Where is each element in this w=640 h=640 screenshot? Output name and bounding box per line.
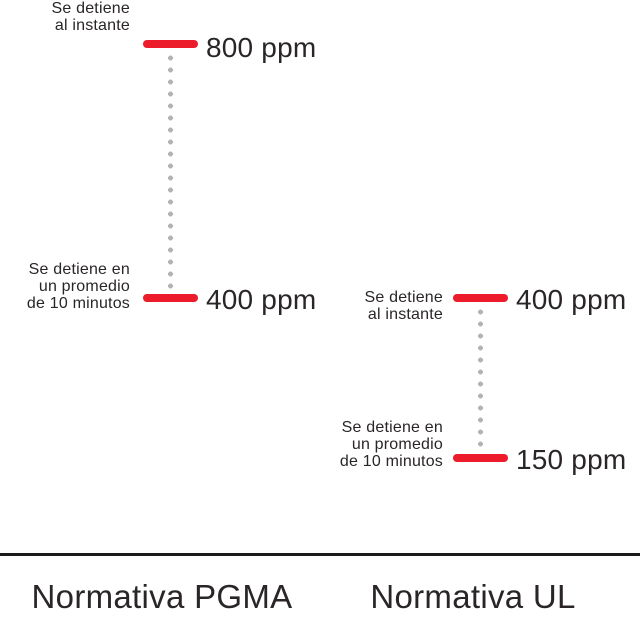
- marker-label-line: Se detiene en: [28, 261, 130, 278]
- dotted-connector-ul: [478, 306, 483, 452]
- threshold-bar-pgma-400: [143, 294, 198, 302]
- marker-label-line: de 10 minutos: [26, 295, 130, 312]
- value-label-pgma-800: 800 ppm: [206, 32, 317, 63]
- marker-label-line: al instante: [54, 17, 130, 34]
- marker-label-line: Se detiene: [364, 289, 443, 306]
- value-label-pgma-400: 400 ppm: [206, 284, 317, 315]
- threshold-bar-pgma-800: [143, 40, 198, 48]
- marker-label-line: de 10 minutos: [339, 453, 443, 470]
- marker-label-line: un promedio: [38, 278, 130, 295]
- marker-label-pgma-instant: [0, 0, 130, 34]
- marker-label-line: un promedio: [351, 436, 443, 453]
- category-label-normativa-pgma: Normativa PGMA: [31, 578, 293, 615]
- axis-divider-line: [0, 553, 640, 556]
- dotted-connector-pgma: [168, 52, 173, 292]
- category-label-normativa-ul: Normativa UL: [370, 578, 576, 615]
- marker-label-line: al instante: [367, 306, 443, 323]
- value-label-ul-150: 150 ppm: [516, 444, 627, 475]
- marker-label-ul-average: [303, 419, 443, 470]
- threshold-bar-ul-150: [453, 454, 508, 462]
- value-label-ul-400: 400 ppm: [516, 284, 627, 315]
- threshold-bar-ul-400: [453, 294, 508, 302]
- marker-label-ul-instant: [303, 289, 443, 323]
- marker-label-pgma-average: [0, 261, 130, 312]
- marker-label-line: Se detiene en: [341, 419, 443, 436]
- marker-label-line: Se detiene: [51, 0, 130, 17]
